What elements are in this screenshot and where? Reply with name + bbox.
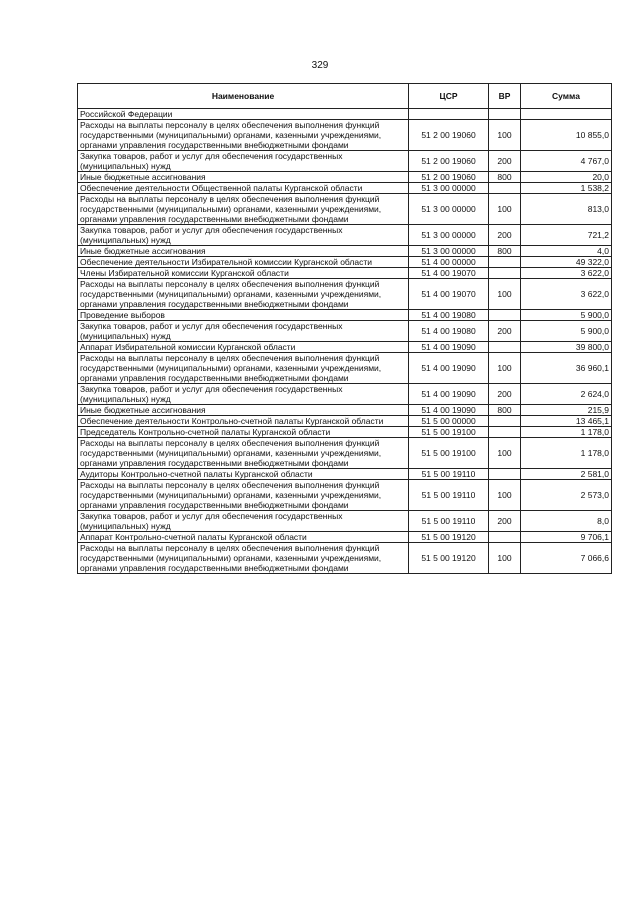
- cell-csr: 51 4 00 19090: [409, 405, 489, 416]
- cell-vr: 100: [489, 194, 521, 225]
- cell-csr: 51 5 00 19110: [409, 469, 489, 480]
- cell-sum: 1 178,0: [521, 438, 612, 469]
- cell-vr: 100: [489, 353, 521, 384]
- header-vr: ВР: [489, 84, 521, 109]
- table-row: [78, 405, 612, 416]
- cell-csr: [409, 109, 489, 120]
- cell-csr: 51 3 00 00000: [409, 183, 489, 194]
- cell-sum: 4 767,0: [521, 151, 612, 172]
- cell-csr: 51 4 00 19070: [409, 279, 489, 310]
- cell-csr: 51 5 00 19100: [409, 427, 489, 438]
- cell-csr: 51 3 00 00000: [409, 246, 489, 257]
- table-row: [78, 427, 612, 438]
- cell-csr: 51 2 00 19060: [409, 151, 489, 172]
- cell-csr: 51 4 00 19080: [409, 321, 489, 342]
- cell-csr: 51 4 00 00000: [409, 257, 489, 268]
- cell-csr: 51 5 00 19120: [409, 532, 489, 543]
- cell-sum: 215,9: [521, 405, 612, 416]
- cell-sum: 1 538,2: [521, 183, 612, 194]
- cell-name: Проведение выборов: [78, 310, 409, 321]
- cell-csr: 51 5 00 19110: [409, 511, 489, 532]
- cell-name: Иные бюджетные ассигнования: [78, 172, 409, 183]
- table-row: [78, 172, 612, 183]
- table-row: [78, 257, 612, 268]
- cell-vr: 800: [489, 172, 521, 183]
- cell-name: Иные бюджетные ассигнования: [78, 246, 409, 257]
- cell-name: Российской Федерации: [78, 109, 409, 120]
- cell-vr: 200: [489, 225, 521, 246]
- cell-vr: 200: [489, 511, 521, 532]
- header-row: [78, 84, 612, 109]
- cell-name: Закупка товаров, работ и услуг для обеспечения государственных (муниципальных) нужд: [78, 384, 409, 405]
- cell-vr: [489, 310, 521, 321]
- cell-vr: [489, 416, 521, 427]
- cell-csr: 51 3 00 00000: [409, 225, 489, 246]
- cell-name: Закупка товаров, работ и услуг для обеспечения государственных (муниципальных) нужд: [78, 321, 409, 342]
- cell-name: Обеспечение деятельности Общественной палаты Курганской области: [78, 183, 409, 194]
- cell-name: Расходы на выплаты персоналу в целях обеспечения выполнения функций государственными (муниципальными) органами, казенными учреждениями, органами управления государственными внебюджетными фондами: [78, 480, 409, 511]
- cell-csr: 51 4 00 19090: [409, 342, 489, 353]
- table-body: [78, 109, 612, 574]
- cell-sum: 4,0: [521, 246, 612, 257]
- cell-vr: 800: [489, 246, 521, 257]
- cell-vr: 100: [489, 279, 521, 310]
- cell-vr: 200: [489, 384, 521, 405]
- table-row: [78, 480, 612, 511]
- table-row: [78, 109, 612, 120]
- cell-name: Расходы на выплаты персоналу в целях обеспечения выполнения функций государственными (муниципальными) органами, казенными учреждениями, органами управления государственными внебюджетными фондами: [78, 543, 409, 574]
- table-row: [78, 321, 612, 342]
- cell-sum: 39 800,0: [521, 342, 612, 353]
- cell-sum: 3 622,0: [521, 279, 612, 310]
- cell-vr: 200: [489, 151, 521, 172]
- table-row: [78, 183, 612, 194]
- cell-name: Закупка товаров, работ и услуг для обеспечения государственных (муниципальных) нужд: [78, 151, 409, 172]
- table-row: [78, 543, 612, 574]
- cell-vr: 100: [489, 480, 521, 511]
- cell-sum: 5 900,0: [521, 321, 612, 342]
- cell-name: Аудиторы Контрольно-счетной палаты Курганской области: [78, 469, 409, 480]
- cell-vr: [489, 183, 521, 194]
- cell-sum: 2 573,0: [521, 480, 612, 511]
- cell-sum: 1 178,0: [521, 427, 612, 438]
- cell-name: Аппарат Избирательной комиссии Курганской области: [78, 342, 409, 353]
- table-row: [78, 469, 612, 480]
- cell-vr: 800: [489, 405, 521, 416]
- table-row: [78, 384, 612, 405]
- cell-csr: 51 2 00 19060: [409, 120, 489, 151]
- cell-sum: [521, 109, 612, 120]
- cell-csr: 51 4 00 19090: [409, 384, 489, 405]
- cell-sum: 10 855,0: [521, 120, 612, 151]
- cell-name: Расходы на выплаты персоналу в целях обеспечения выполнения функций государственными (муниципальными) органами, казенными учреждениями, органами управления государственными внебюджетными фондами: [78, 279, 409, 310]
- cell-sum: 20,0: [521, 172, 612, 183]
- cell-sum: 13 465,1: [521, 416, 612, 427]
- table-row: [78, 225, 612, 246]
- table-row: [78, 246, 612, 257]
- header-csr: ЦСР: [409, 84, 489, 109]
- cell-vr: [489, 532, 521, 543]
- cell-sum: 9 706,1: [521, 532, 612, 543]
- cell-name: Обеспечение деятельности Контрольно-счетной палаты Курганской области: [78, 416, 409, 427]
- table-row: [78, 268, 612, 279]
- cell-vr: [489, 257, 521, 268]
- cell-vr: 100: [489, 438, 521, 469]
- cell-vr: [489, 469, 521, 480]
- cell-csr: 51 5 00 19100: [409, 438, 489, 469]
- table-row: [78, 151, 612, 172]
- cell-sum: 49 322,0: [521, 257, 612, 268]
- cell-sum: 721,2: [521, 225, 612, 246]
- cell-vr: [489, 342, 521, 353]
- table-row: [78, 310, 612, 321]
- header-sum: Сумма: [521, 84, 612, 109]
- table-row: [78, 120, 612, 151]
- table-row: [78, 532, 612, 543]
- page-number: 329: [311, 60, 329, 71]
- cell-csr: 51 3 00 00000: [409, 194, 489, 225]
- table-row: [78, 353, 612, 384]
- header-name: Наименование: [78, 84, 409, 109]
- cell-name: Закупка товаров, работ и услуг для обеспечения государственных (муниципальных) нужд: [78, 511, 409, 532]
- budget-table: [77, 83, 612, 574]
- cell-csr: 51 5 00 19120: [409, 543, 489, 574]
- cell-csr: 51 4 00 19070: [409, 268, 489, 279]
- cell-name: Обеспечение деятельности Избирательной комиссии Курганской области: [78, 257, 409, 268]
- cell-sum: 8,0: [521, 511, 612, 532]
- cell-name: Аппарат Контрольно-счетной палаты Курганской области: [78, 532, 409, 543]
- cell-csr: 51 5 00 19110: [409, 480, 489, 511]
- table-row: [78, 279, 612, 310]
- cell-name: Расходы на выплаты персоналу в целях обеспечения выполнения функций государственными (муниципальными) органами, казенными учреждениями, органами управления государственными внебюджетными фондами: [78, 194, 409, 225]
- cell-sum: 2 624,0: [521, 384, 612, 405]
- table-row: [78, 194, 612, 225]
- cell-sum: 3 622,0: [521, 268, 612, 279]
- cell-sum: 2 581,0: [521, 469, 612, 480]
- cell-csr: 51 5 00 00000: [409, 416, 489, 427]
- cell-vr: 100: [489, 120, 521, 151]
- cell-sum: 7 066,6: [521, 543, 612, 574]
- cell-name: Члены Избирательной комиссии Курганской области: [78, 268, 409, 279]
- cell-name: Расходы на выплаты персоналу в целях обеспечения выполнения функций государственными (муниципальными) органами, казенными учреждениями, органами управления государственными внебюджетными фондами: [78, 120, 409, 151]
- cell-sum: 813,0: [521, 194, 612, 225]
- table-row: [78, 416, 612, 427]
- cell-sum: 36 960,1: [521, 353, 612, 384]
- cell-sum: 5 900,0: [521, 310, 612, 321]
- table-header: [78, 84, 612, 109]
- cell-name: Председатель Контрольно-счетной палаты Курганской области: [78, 427, 409, 438]
- cell-name: Расходы на выплаты персоналу в целях обеспечения выполнения функций государственными (муниципальными) органами, казенными учреждениями, органами управления государственными внебюджетными фондами: [78, 353, 409, 384]
- cell-csr: 51 2 00 19060: [409, 172, 489, 183]
- cell-name: Расходы на выплаты персоналу в целях обеспечения выполнения функций государственными (муниципальными) органами, казенными учреждениями, органами управления государственными внебюджетными фондами: [78, 438, 409, 469]
- cell-vr: 200: [489, 321, 521, 342]
- table-row: [78, 438, 612, 469]
- cell-name: Закупка товаров, работ и услуг для обеспечения государственных (муниципальных) нужд: [78, 225, 409, 246]
- cell-csr: 51 4 00 19090: [409, 353, 489, 384]
- table-row: [78, 342, 612, 353]
- cell-vr: [489, 109, 521, 120]
- cell-csr: 51 4 00 19080: [409, 310, 489, 321]
- cell-vr: [489, 427, 521, 438]
- cell-vr: [489, 268, 521, 279]
- table-row: [78, 511, 612, 532]
- cell-vr: 100: [489, 543, 521, 574]
- cell-name: Иные бюджетные ассигнования: [78, 405, 409, 416]
